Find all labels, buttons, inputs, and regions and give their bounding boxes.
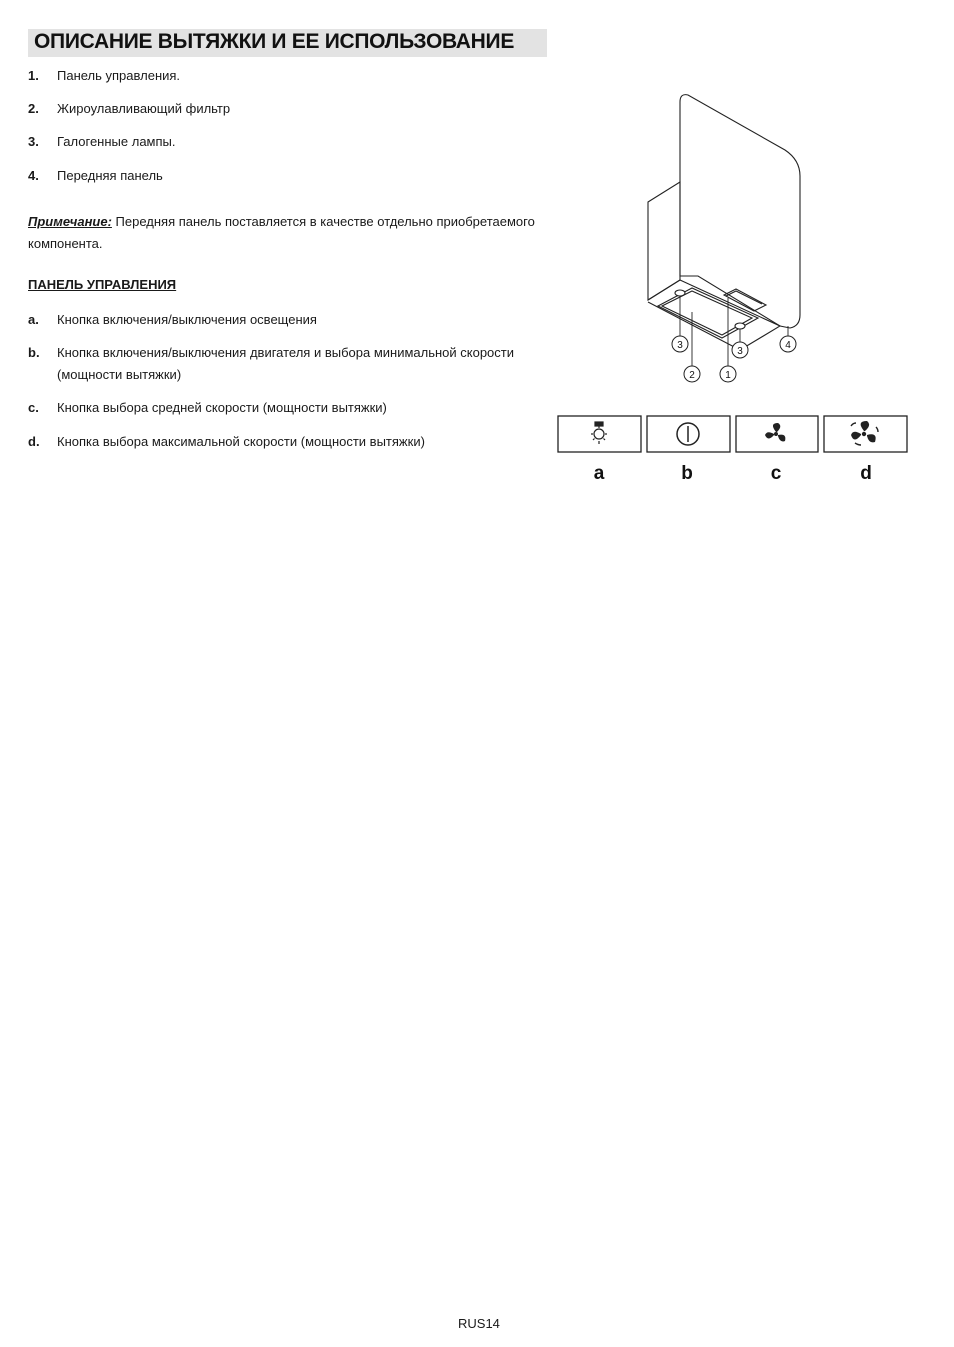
- list-label: Кнопка выбора средней скорости (мощности вытяжки): [57, 400, 387, 415]
- callout-label: 2: [689, 370, 695, 381]
- list-letter: b.: [28, 345, 40, 360]
- callout-label: 1: [725, 370, 731, 381]
- note-text: Передняя панель поставляется в качестве отдельно приобретаемого компонента.: [28, 214, 535, 251]
- button-box-a: [558, 416, 641, 452]
- list-item: [28, 68, 180, 83]
- list-number: 2.: [28, 101, 39, 116]
- halogen-lamp: [675, 290, 685, 296]
- list-letter: c.: [28, 400, 39, 415]
- list-number: 4.: [28, 168, 39, 183]
- callout-label: 4: [785, 340, 791, 351]
- list-label: Кнопка включения/выключения двигателя и выбора минимальной скорости (мощности вытяжки): [57, 345, 515, 382]
- hood-bottom-panel: [648, 280, 780, 350]
- list-letter: a.: [28, 312, 39, 327]
- hood-body-outline: [648, 182, 680, 300]
- note-paragraph: [28, 211, 548, 255]
- list-number: 1.: [28, 68, 39, 83]
- list-number: 3.: [28, 134, 39, 149]
- control-panel-buttons: [556, 414, 910, 486]
- list-item: [28, 101, 230, 116]
- list-label: Кнопка включения/выключения освещения: [57, 312, 317, 327]
- callout-label: 3: [677, 340, 683, 351]
- hood-illustration: [640, 90, 815, 390]
- grease-filter: [658, 288, 758, 338]
- list-item: [28, 134, 175, 149]
- list-label: Галогенные лампы.: [57, 134, 176, 149]
- button-letter-b: b: [681, 463, 693, 484]
- page-title: ОПИСАНИЕ ВЫТЯЖКИ И ЕЕ ИСПОЛЬЗОВАНИЕ: [34, 30, 515, 53]
- list-label: Панель управления.: [57, 68, 181, 83]
- button-letter-c: c: [770, 463, 782, 484]
- note-label: Примечание:: [28, 214, 112, 229]
- halogen-lamp: [735, 323, 745, 329]
- callout-label: 3: [737, 346, 743, 357]
- list-label: Жироулавливающий фильтр: [57, 101, 231, 116]
- list-label: Передняя панель: [57, 168, 163, 183]
- button-letter-d: d: [860, 463, 872, 484]
- page-number: RUS14: [458, 1316, 500, 1331]
- button-letter-a: a: [593, 463, 605, 484]
- list-item: [28, 168, 163, 183]
- page-title-bar: [28, 29, 547, 57]
- control-panel-heading: ПАНЕЛЬ УПРАВЛЕНИЯ: [28, 277, 177, 292]
- list-letter: d.: [28, 434, 40, 449]
- list-label: Кнопка выбора максимальной скорости (мощности вытяжки): [57, 434, 425, 449]
